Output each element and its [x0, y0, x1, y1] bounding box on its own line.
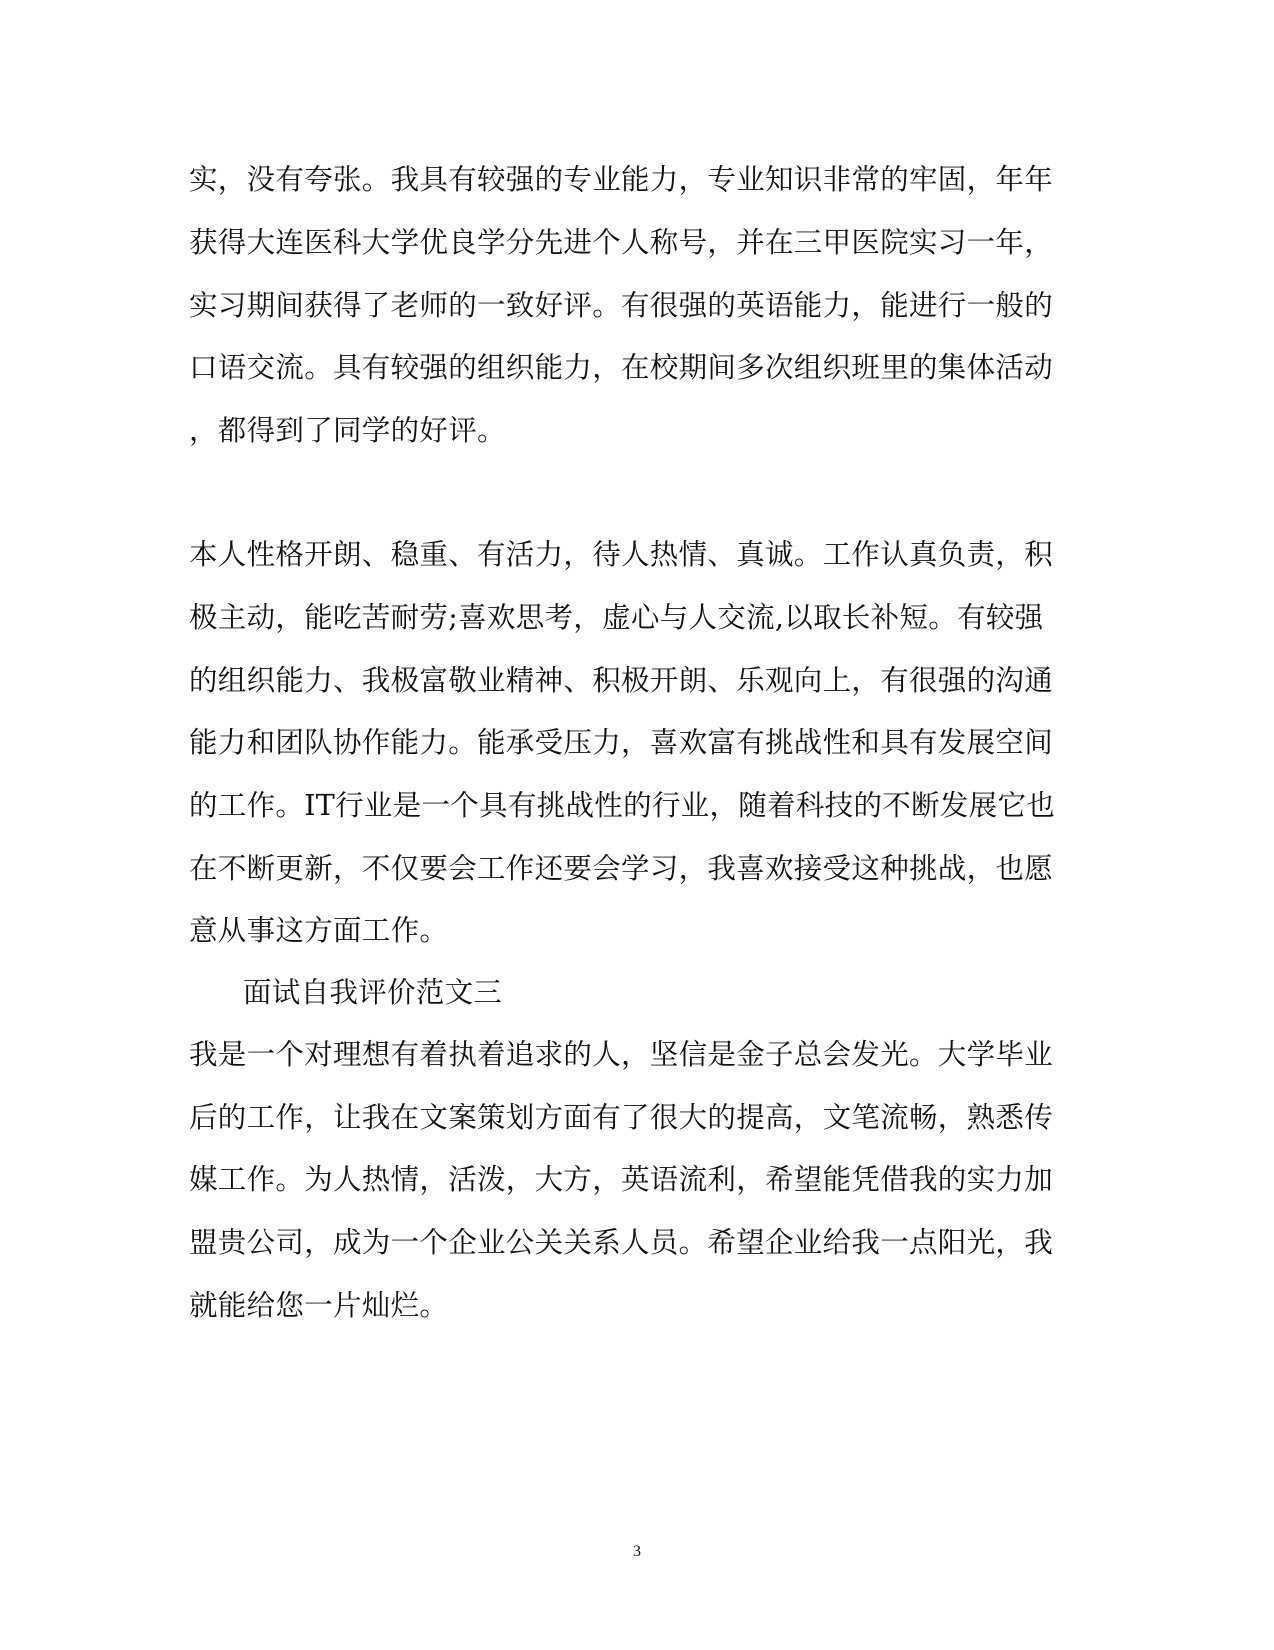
- paragraph-3-line: 媒工作。为人热情，活泼，大方，英语流利，希望能凭借我的实力加: [189, 1163, 1054, 1196]
- paragraph-2-line: 的工作。IT行业是一个具有挑战性的行业，随着科技的不断发展它也: [189, 789, 1056, 822]
- paragraph-1-line: ，都得到了同学的好评。: [189, 414, 506, 447]
- paragraph-1-line: 获得大连医科大学优良学分先进个人称号，并在三甲医院实习一年，: [189, 226, 1054, 259]
- paragraph-3-line: 我是一个对理想有着执着追求的人，坚信是金子总会发光。大学毕业: [189, 1038, 1054, 1071]
- paragraph-2-line: 在不断更新，不仅要会工作还要会学习，我喜欢接受这种挑战，也愿: [189, 852, 1054, 885]
- paragraph-2-line: 意从事这方面工作。: [189, 914, 449, 947]
- paragraph-3-line: 就能给您一片灿烂。: [189, 1289, 449, 1322]
- paragraph-2-line: 极主动，能吃苦耐劳;喜欢思考，虚心与人交流,以取长补短。有较强: [189, 601, 1044, 634]
- paragraph-2-line: 能力和团队协作能力。能承受压力，喜欢富有挑战性和具有发展空间: [189, 726, 1054, 759]
- paragraph-1-line: 口语交流。具有较强的组织能力，在校期间多次组织班里的集体活动: [189, 351, 1054, 384]
- paragraph-3-line: 盟贵公司，成为一个企业公关关系人员。希望企业给我一点阳光，我: [189, 1226, 1054, 1259]
- paragraph-1-line: 实，没有夸张。我具有较强的专业能力，专业知识非常的牢固，年年: [189, 163, 1054, 196]
- paragraph-2-line: 的组织能力、我极富敬业精神、积极开朗、乐观向上，有很强的沟通: [189, 664, 1054, 697]
- page-number: 3: [633, 1543, 641, 1560]
- paragraph-2-line: 本人性格开朗、稳重、有活力，待人热情、真诚。工作认真负责，积: [189, 538, 1054, 571]
- paragraph-1-line: 实习期间获得了老师的一致好评。有很强的英语能力，能进行一般的: [189, 289, 1054, 322]
- paragraph-3-line: 后的工作，让我在文案策划方面有了很大的提高，文笔流畅，熟悉传: [189, 1101, 1054, 1134]
- section-heading: 面试自我评价范文三: [243, 976, 503, 1009]
